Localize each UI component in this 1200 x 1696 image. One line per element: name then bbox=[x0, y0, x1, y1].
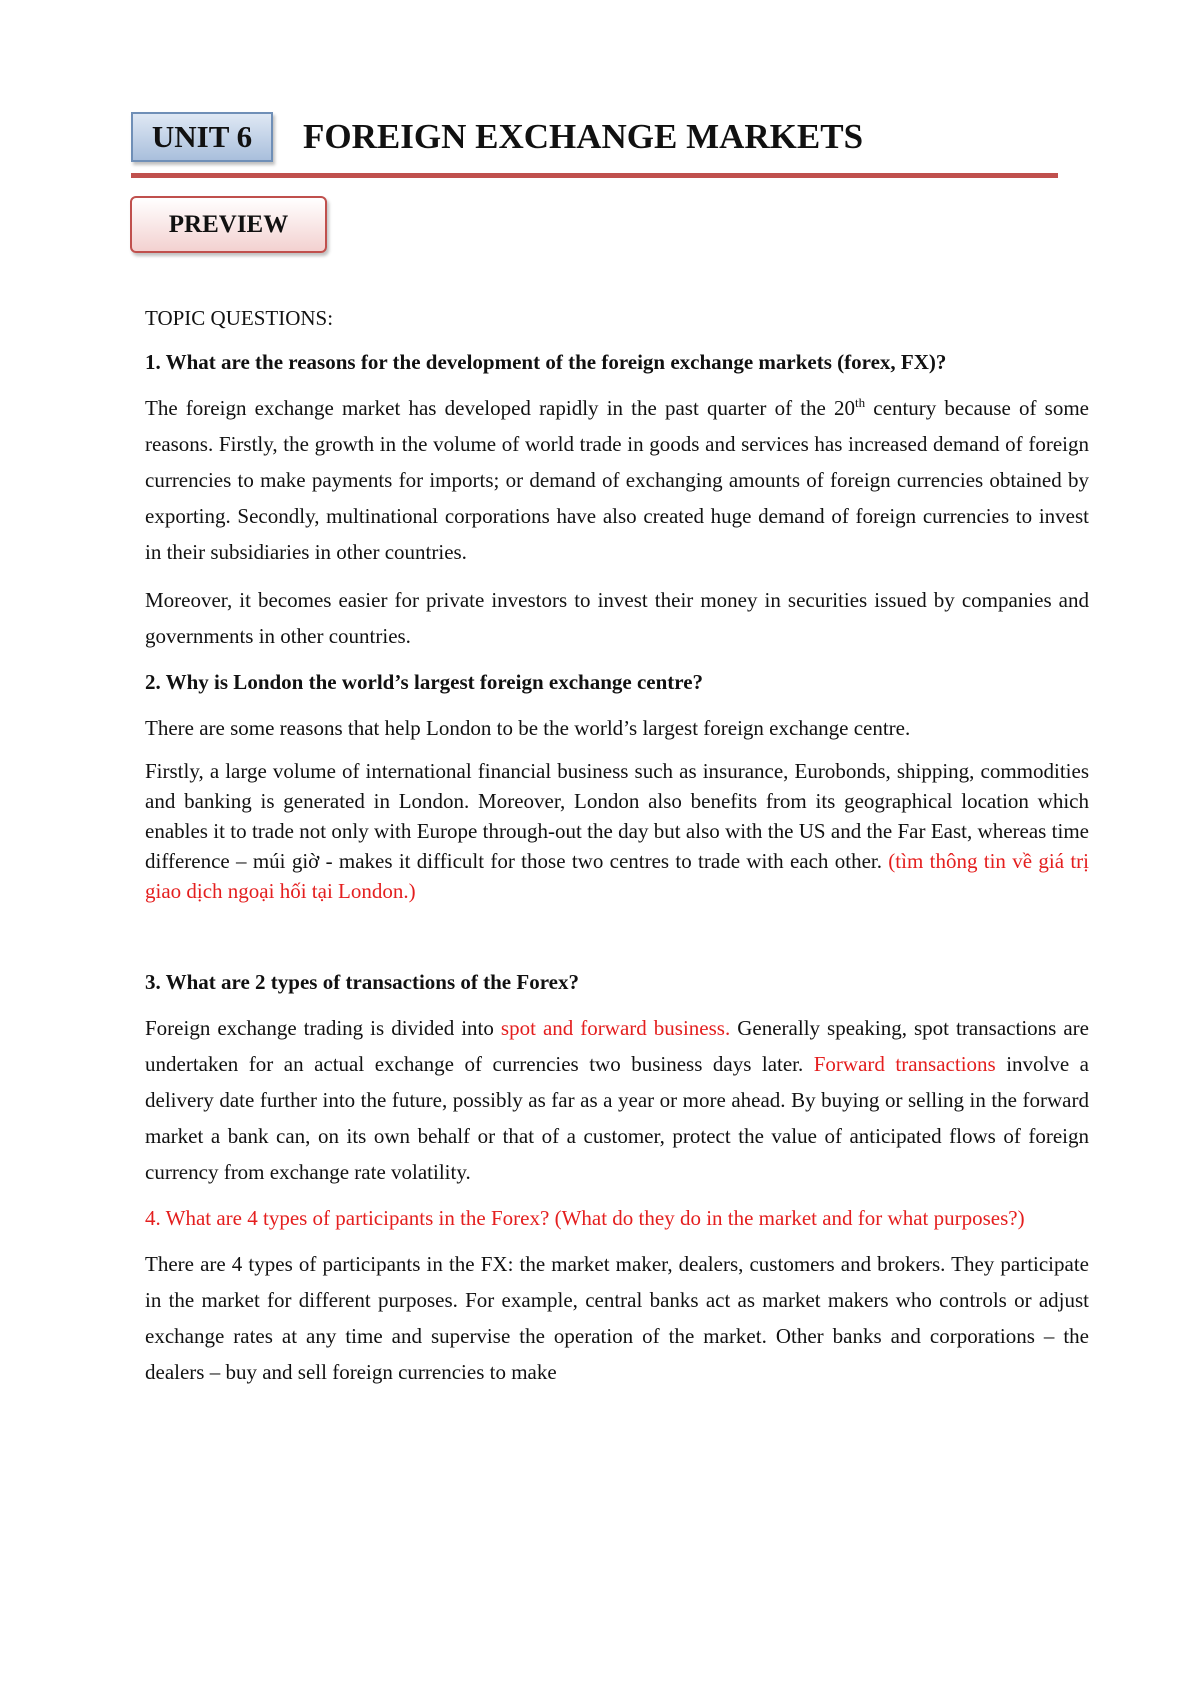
unit-title: FOREIGN EXCHANGE MARKETS bbox=[303, 117, 864, 156]
answer-3-highlight-forward: Forward transactions bbox=[813, 1052, 996, 1076]
answer-1-paragraph-1 bbox=[145, 390, 1089, 570]
answer-3-paragraph bbox=[145, 1010, 1089, 1190]
answer-1-text-a: The foreign exchange market has developed rapidly in the past quarter of the 20 bbox=[145, 396, 856, 420]
answer-2-note: (tìm thông tin về giá trị giao dịch ngoại hối tại London.) bbox=[145, 849, 1089, 903]
answer-3-text-c: involve a delivery date further into the future, possibly as far as a year or more ahead. By buying or selling in the forward market a bank can, on its own behalf or that of a customer, protect the value of anticipated flows of foreign currency from exchange rate volatility. bbox=[145, 1052, 1089, 1184]
answer-3-highlight-spot-forward: spot and forward business. bbox=[500, 1016, 731, 1040]
answer-2-paragraph-1: There are some reasons that help London to be the world’s largest foreign exchange centre. bbox=[145, 716, 911, 740]
answer-2-paragraph-2 bbox=[145, 756, 1089, 906]
title-underline bbox=[131, 173, 1058, 178]
answer-1-paragraph-2: Moreover, it becomes easier for private investors to invest their money in securities issued by companies and governments in other countries. bbox=[145, 588, 1089, 648]
answer-2-text: Firstly, a large volume of international financial business such as insurance, Eurobonds, shipping, commodities and banking is generated in London. Moreover, London also benefits from its geographical location which enables it to trade not only with Europe through-out the day but also with the US and the Far East, whereas time difference – múi giờ - makes it difficult for those two centres to trade with each other. bbox=[145, 759, 1089, 873]
unit-label-box: UNIT 6 bbox=[131, 112, 273, 162]
answer-3-text-b: Generally speaking, spot transactions are undertaken for an actual exchange of currencies two business days later. bbox=[145, 1016, 1089, 1076]
topic-questions-heading: TOPIC QUESTIONS: bbox=[145, 306, 334, 330]
answer-4-paragraph: There are 4 types of participants in the FX: the market maker, dealers, customers and brokers. They participate in the market for different purposes. For example, central banks act as market makers who controls or adjust exchange rates at any time and supervise the operation of the market. Other banks and corporations – the dealers – buy and sell foreign currencies to make bbox=[145, 1252, 1089, 1384]
document-body bbox=[145, 300, 1089, 1390]
question-1: 1. What are the reasons for the development of the foreign exchange markets (forex, FX)? bbox=[145, 350, 947, 374]
answer-1-text-b: century because of some reasons. Firstly, the growth in the volume of world trade in goods and services has increased demand of foreign currencies to make payments for imports; or demand of exchanging amounts of foreign currencies obtained by exporting. Secondly, multinational corporations have also created huge demand of foreign currencies to invest in their subsidiaries in other countries. bbox=[145, 396, 1090, 564]
question-3: 3. What are 2 types of transactions of the Forex? bbox=[145, 970, 579, 994]
spacer bbox=[145, 906, 1089, 964]
question-2: 2. Why is London the world’s largest foreign exchange centre? bbox=[145, 670, 704, 694]
ordinal-suffix: th bbox=[855, 395, 866, 410]
preview-label-box: PREVIEW bbox=[130, 196, 327, 253]
question-4: 4. What are 4 types of participants in the Forex? (What do they do in the market and for what purposes?) bbox=[145, 1206, 1025, 1230]
answer-3-text-a: Foreign exchange trading is divided into bbox=[145, 1016, 501, 1040]
